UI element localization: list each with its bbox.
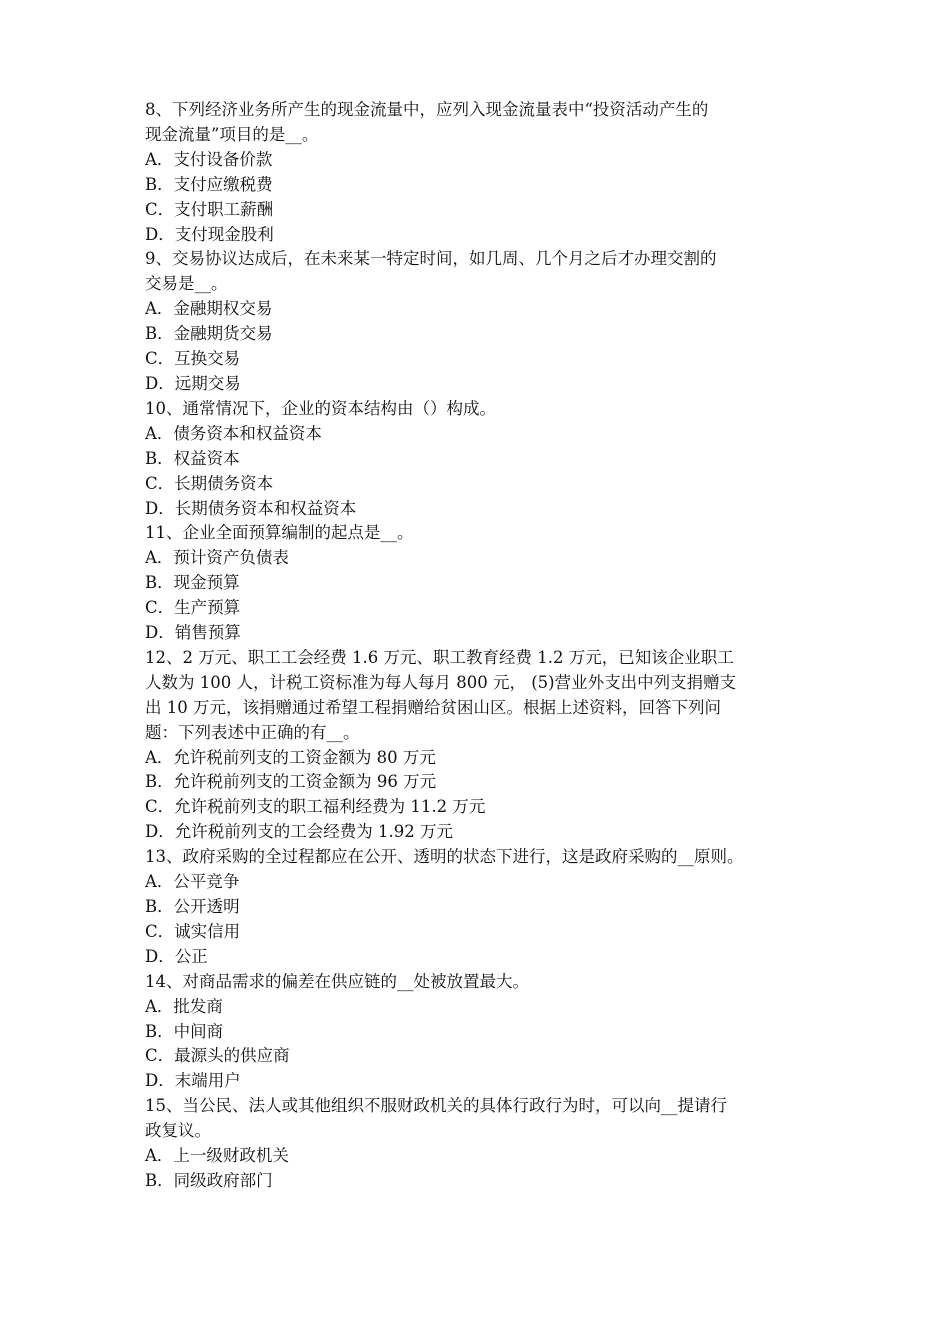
q9-option-a: A．金融期权交易 xyxy=(145,299,273,319)
q12-option-d: D．允许税前列支的工会经费为 1.92 万元 xyxy=(145,822,453,842)
q15-line-1: 15、当公民、法人或其他组织不服财政机关的具体行政行为时，可以向__提请行 xyxy=(145,1096,727,1116)
q8-option-b: B．支付应缴税费 xyxy=(145,174,273,194)
q15-line-2: 政复议。 xyxy=(145,1121,211,1141)
q11-option-a: A．预计资产负债表 xyxy=(145,548,289,568)
q13-option-d: D．公正 xyxy=(145,946,208,966)
q9-option-d: D．远期交易 xyxy=(145,373,241,393)
q12-line-4: 题：下列表述中正确的有__。 xyxy=(145,722,360,742)
q12-line-3: 出 10 万元，该捐赠通过希望工程捐赠给贫困山区。根据上述资料，回答下列问 xyxy=(145,697,721,717)
q13-line-1: 13、政府采购的全过程都应在公开、透明的状态下进行，这是政府采购的__原则。 xyxy=(145,847,744,867)
q11-option-c: C．生产预算 xyxy=(145,598,241,618)
q10-line-1: 10、通常情况下，企业的资本结构由（）构成。 xyxy=(145,398,496,418)
q13-option-b: B．公开透明 xyxy=(145,897,240,916)
q12-option-c: C．允许税前列支的职工福利经费为 11.2 万元 xyxy=(145,797,486,817)
q11-line-1: 11、企业全面预算编制的起点是__。 xyxy=(145,523,414,543)
q14-option-c: C．最源头的供应商 xyxy=(145,1046,290,1066)
q11-option-d: D．销售预算 xyxy=(145,623,241,643)
q12-line-1: 12、2 万元、职工工会经费 1.6 万元、职工教育经费 1.2 万元，已知该企业职工 xyxy=(145,647,734,667)
q8-option-d: D．支付现金股利 xyxy=(145,224,274,244)
q9-option-c: C．互换交易 xyxy=(145,349,241,369)
q13-option-a: A．公平竞争 xyxy=(145,872,240,892)
q10-option-c: C．长期债务资本 xyxy=(145,473,274,493)
q14-option-a: A．批发商 xyxy=(145,996,223,1016)
q10-option-b: B．权益资本 xyxy=(145,448,240,468)
q14-line-1: 14、对商品需求的偏差在供应链的__处被放置最大。 xyxy=(145,971,529,991)
q15-option-b: B．同级政府部门 xyxy=(145,1170,273,1190)
q10-option-a: A．债务资本和权益资本 xyxy=(145,423,322,443)
q8-option-a: A．支付设备价款 xyxy=(145,149,273,169)
q8-line-2: 现金流量”项目的是__。 xyxy=(145,124,319,144)
q12-option-a: A．允许税前列支的工资金额为 80 万元 xyxy=(145,747,436,767)
q14-option-d: D．末端用户 xyxy=(145,1071,241,1091)
q12-line-2: 人数为 100 人，计税工资标准为每人每月 800 元， (5)营业外支出中列支捐赠支 xyxy=(145,672,737,692)
q9-line-1: 9、交易协议达成后，在未来某一特定时间，如几周、几个月之后才办理交割的 xyxy=(145,249,717,269)
q10-option-d: D．长期债务资本和权益资本 xyxy=(145,498,357,518)
q8-option-c: C．支付职工薪酬 xyxy=(145,199,274,219)
q9-option-b: B．金融期货交易 xyxy=(145,324,273,344)
q8-line-1: 8、下列经济业务所产生的现金流量中，应列入现金流量表中“投资活动产生的 xyxy=(145,100,709,119)
q13-option-c: C．诚实信用 xyxy=(145,921,241,941)
q9-line-2: 交易是__。 xyxy=(145,274,228,294)
q14-option-b: B．中间商 xyxy=(145,1021,224,1041)
q15-option-a: A．上一级财政机关 xyxy=(145,1146,289,1166)
document-body xyxy=(145,98,810,1194)
q11-option-b: B．现金预算 xyxy=(145,573,240,593)
q12-option-b: B．允许税前列支的工资金额为 96 万元 xyxy=(145,772,437,792)
